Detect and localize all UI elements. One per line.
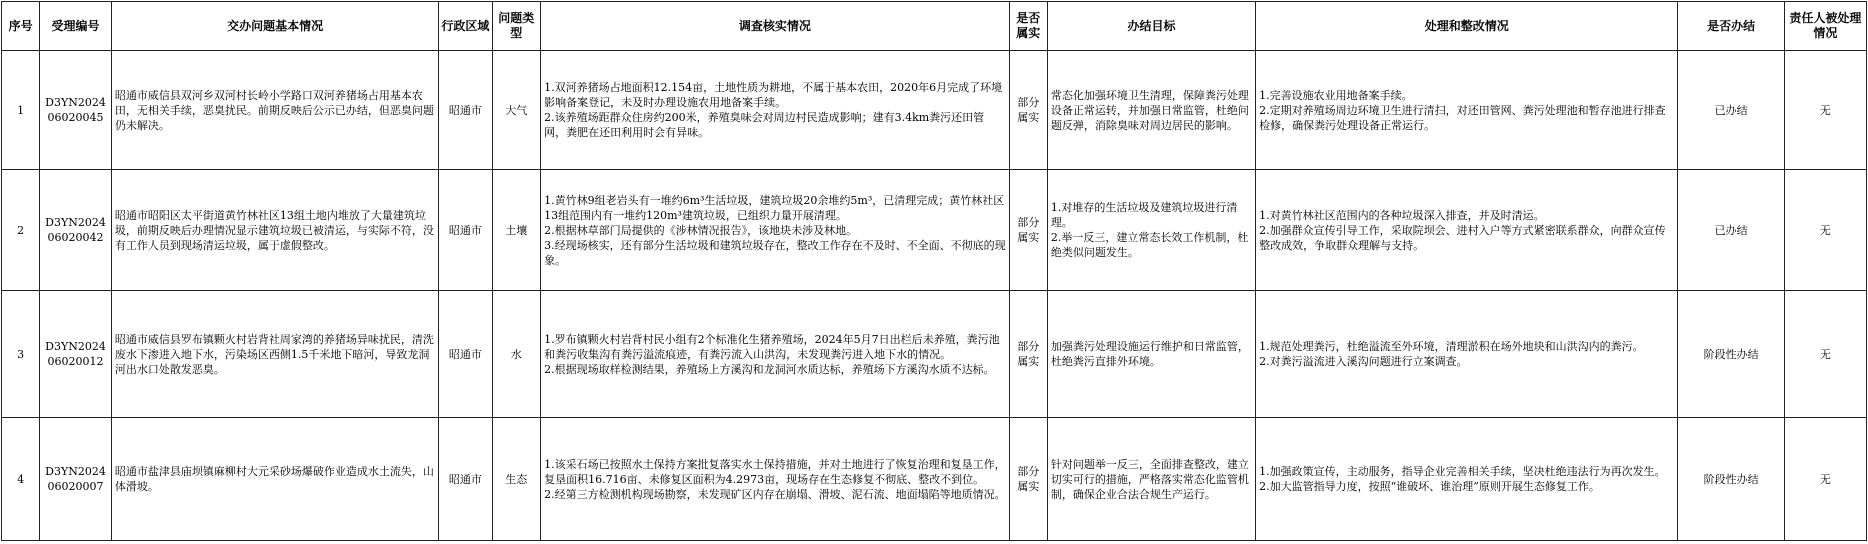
- cell-region: 昭通市: [439, 418, 492, 541]
- cell-id: D3YN202406020012: [40, 291, 112, 418]
- cell-investigation: [541, 51, 1010, 170]
- cell-closed: 阶段性办结: [1678, 291, 1784, 418]
- report-table: [1, 1, 1867, 541]
- cell-region: 昭通市: [439, 291, 492, 418]
- header-investigation: 调查核实情况: [541, 2, 1010, 51]
- cell-seq: 2: [2, 170, 40, 291]
- rectification-item: 1.对黄竹林社区范围内的各种垃圾深入排查，并及时清运。: [1259, 208, 1545, 222]
- cell-accountability: 无: [1784, 170, 1866, 291]
- rectification-item: 2.加强群众宣传引导工作，采取院坝会、进村入户等方式紧密联系群众，向群众宣传整改成效，争取群众理解与支持。: [1259, 223, 1666, 252]
- cell-type: 水: [492, 291, 541, 418]
- target-item: 1.对堆存的生活垃圾及建筑垃圾进行清理。: [1050, 201, 1238, 229]
- rectification-item: 2.加大监管指导力度，按照“谁破坏、谁治理”原则开展生态修复工作。: [1259, 480, 1600, 493]
- cell-investigation: [541, 170, 1010, 291]
- table-row: [2, 51, 1867, 170]
- investigation-item: 1.黄竹林9组老岩头有一堆约6m³生活垃圾，建筑垃圾20余堆约5m³，已清理完成；黄竹林社区13组范围内有一堆约120m³建筑垃圾，已组织力量开展清理。: [544, 193, 1005, 222]
- investigation-item: 1.罗布镇颗火村岩背村民小组有2个标准化生猪养殖场，2024年5月7日出栏后未养殖，粪污池和粪污收集沟有粪污溢流痕迹，有粪污流入山洪沟，未发现粪污进入地下水的情况。: [544, 332, 1000, 361]
- cell-id: D3YN202406020007: [40, 418, 112, 541]
- header-row: [2, 2, 1867, 51]
- cell-id: D3YN202406020045: [40, 51, 112, 170]
- cell-problem: 昭通市盐津县庙坝镇麻柳村大元采砂场爆破作业造成水土流失，山体滑坡。: [111, 418, 438, 541]
- cell-target: 针对问题举一反三，全面排查整改，建立切实可行的措施，严格落实常态化监管机制，确保企业合法合规生产运行。: [1047, 418, 1255, 541]
- cell-rectification: [1256, 291, 1678, 418]
- header-seq: 序号: [2, 2, 40, 51]
- rectification-item: 1.完善设施农业用地备案手续。: [1259, 88, 1413, 102]
- investigation-item: 2.根据林草部门局提供的《涉林情况报告》，该地块未涉及林地。: [544, 223, 858, 237]
- cell-accountability: 无: [1784, 418, 1866, 541]
- cell-verified: 部分属实: [1009, 418, 1047, 541]
- investigation-item: 2.根据现场取样检测结果，养殖场上方溪沟和龙洞河水质达标，养殖场下方溪沟水质不达标。: [544, 362, 995, 376]
- cell-target: 加强粪污处理设施运行维护和日常监管，杜绝粪污直排外环境。: [1047, 291, 1255, 418]
- cell-problem: 昭通市昭阳区太平街道黄竹林社区13组土地内堆放了大量建筑垃圾，前期反映后办理情况显示建筑垃圾已被清运，与实际不符，没有工作人员到现场清运垃圾，属于虚假整改。: [111, 170, 438, 291]
- cell-id: D3YN202406020042: [40, 170, 112, 291]
- cell-type: 生态: [492, 418, 541, 541]
- header-accountability: 责任人被处理情况: [1784, 2, 1866, 51]
- cell-region: 昭通市: [439, 51, 492, 170]
- cell-closed: 已办结: [1678, 51, 1784, 170]
- cell-rectification: [1256, 418, 1678, 541]
- cell-investigation: [541, 291, 1010, 418]
- cell-type: 土壤: [492, 170, 541, 291]
- rectification-item: 1.加强政策宣传，主动服务，指导企业完善相关手续，坚决杜绝违法行为再次发生。: [1259, 465, 1666, 478]
- rectification-item: 2.定期对养殖场周边环境卫生进行清扫，对还田管网、粪污处理池和暂存池进行排查检修，确保粪污处理设备正常运行。: [1259, 103, 1666, 132]
- cell-seq: 1: [2, 51, 40, 170]
- cell-seq: 4: [2, 418, 40, 541]
- table-row: [2, 291, 1867, 418]
- cell-seq: 3: [2, 291, 40, 418]
- cell-target: [1047, 170, 1255, 291]
- header-type: 问题类型: [492, 2, 541, 51]
- cell-target: 常态化加强环境卫生清理，保障粪污处理设备正常运转，并加强日常监管，杜绝问题反弹，消除臭味对周边居民的影响。: [1047, 51, 1255, 170]
- cell-region: 昭通市: [439, 170, 492, 291]
- investigation-item: 2.该养殖场距群众住房约200米，养殖臭味会对周边村民造成影响；建有3.4km粪污还田管网，粪肥在还田利用时会有异味。: [544, 111, 985, 139]
- cell-closed: 已办结: [1678, 170, 1784, 291]
- rectification-item: 2.对粪污溢流进入溪沟问题进行立案调查。: [1259, 355, 1468, 368]
- header-rectification: 处理和整改情况: [1256, 2, 1678, 51]
- table-row: [2, 418, 1867, 541]
- cell-investigation: [541, 418, 1010, 541]
- investigation-item: 2.经第三方检测机构现场勘察，未发现矿区内存在崩塌、滑坡、泥石流、地面塌陷等地质情况。: [544, 487, 1006, 501]
- target-item: 2.举一反三，建立常态长效工作机制，杜绝类似问题发生。: [1050, 231, 1249, 259]
- cell-verified: 部分属实: [1009, 291, 1047, 418]
- table-row: [2, 170, 1867, 291]
- header-problem: 交办问题基本情况: [111, 2, 438, 51]
- cell-rectification: [1256, 51, 1678, 170]
- header-target: 办结目标: [1047, 2, 1255, 51]
- cell-problem: 昭通市威信县双河乡双河村长岭小学路口双河养猪场占用基本农田，无相关手续，恶臭扰民。前期反映后公示已办结，但恶臭问题仍未解决。: [111, 51, 438, 170]
- investigation-item: 1.该采石场已按照水土保持方案批复落实水土保持措施，并对土地进行了恢复治理和复垦工作，复垦面积16.716亩、未修复区面积为4.2973亩，现场存在生态修复不彻底、整改不到位。: [544, 457, 1006, 486]
- cell-problem: 昭通市威信县罗布镇颗火村岩背社周家湾的养猪场异味扰民，清洗废水下渗进入地下水，污染场区西侧1.5千米地下暗河，导致龙洞河出水口处散发恶臭。: [111, 291, 438, 418]
- header-id: 受理编号: [40, 2, 112, 51]
- cell-rectification: [1256, 170, 1678, 291]
- cell-verified: 部分属实: [1009, 51, 1047, 170]
- header-verified: 是否属实: [1009, 2, 1047, 51]
- cell-closed: 阶段性办结: [1678, 418, 1784, 541]
- rectification-item: 1.规范处理粪污，杜绝溢流至外环境，清理淤积在场外地块和山洪沟内的粪污。: [1259, 340, 1644, 353]
- cell-accountability: 无: [1784, 291, 1866, 418]
- investigation-item: 3.经现场核实，还有部分生活垃圾和建筑垃圾存在，整改工作存在不及时、不全面、不彻底的现象。: [544, 238, 1006, 267]
- header-closed: 是否办结: [1678, 2, 1784, 51]
- cell-verified: 部分属实: [1009, 170, 1047, 291]
- header-region: 行政区域: [439, 2, 492, 51]
- cell-accountability: 无: [1784, 51, 1866, 170]
- investigation-item: 1.双河养猪场占地面积12.154亩，土地性质为耕地，不属于基本农田，2020年6月完成了环境影响备案登记，未及时办理设施农用地备案手续。: [544, 81, 1003, 109]
- cell-type: 大气: [492, 51, 541, 170]
